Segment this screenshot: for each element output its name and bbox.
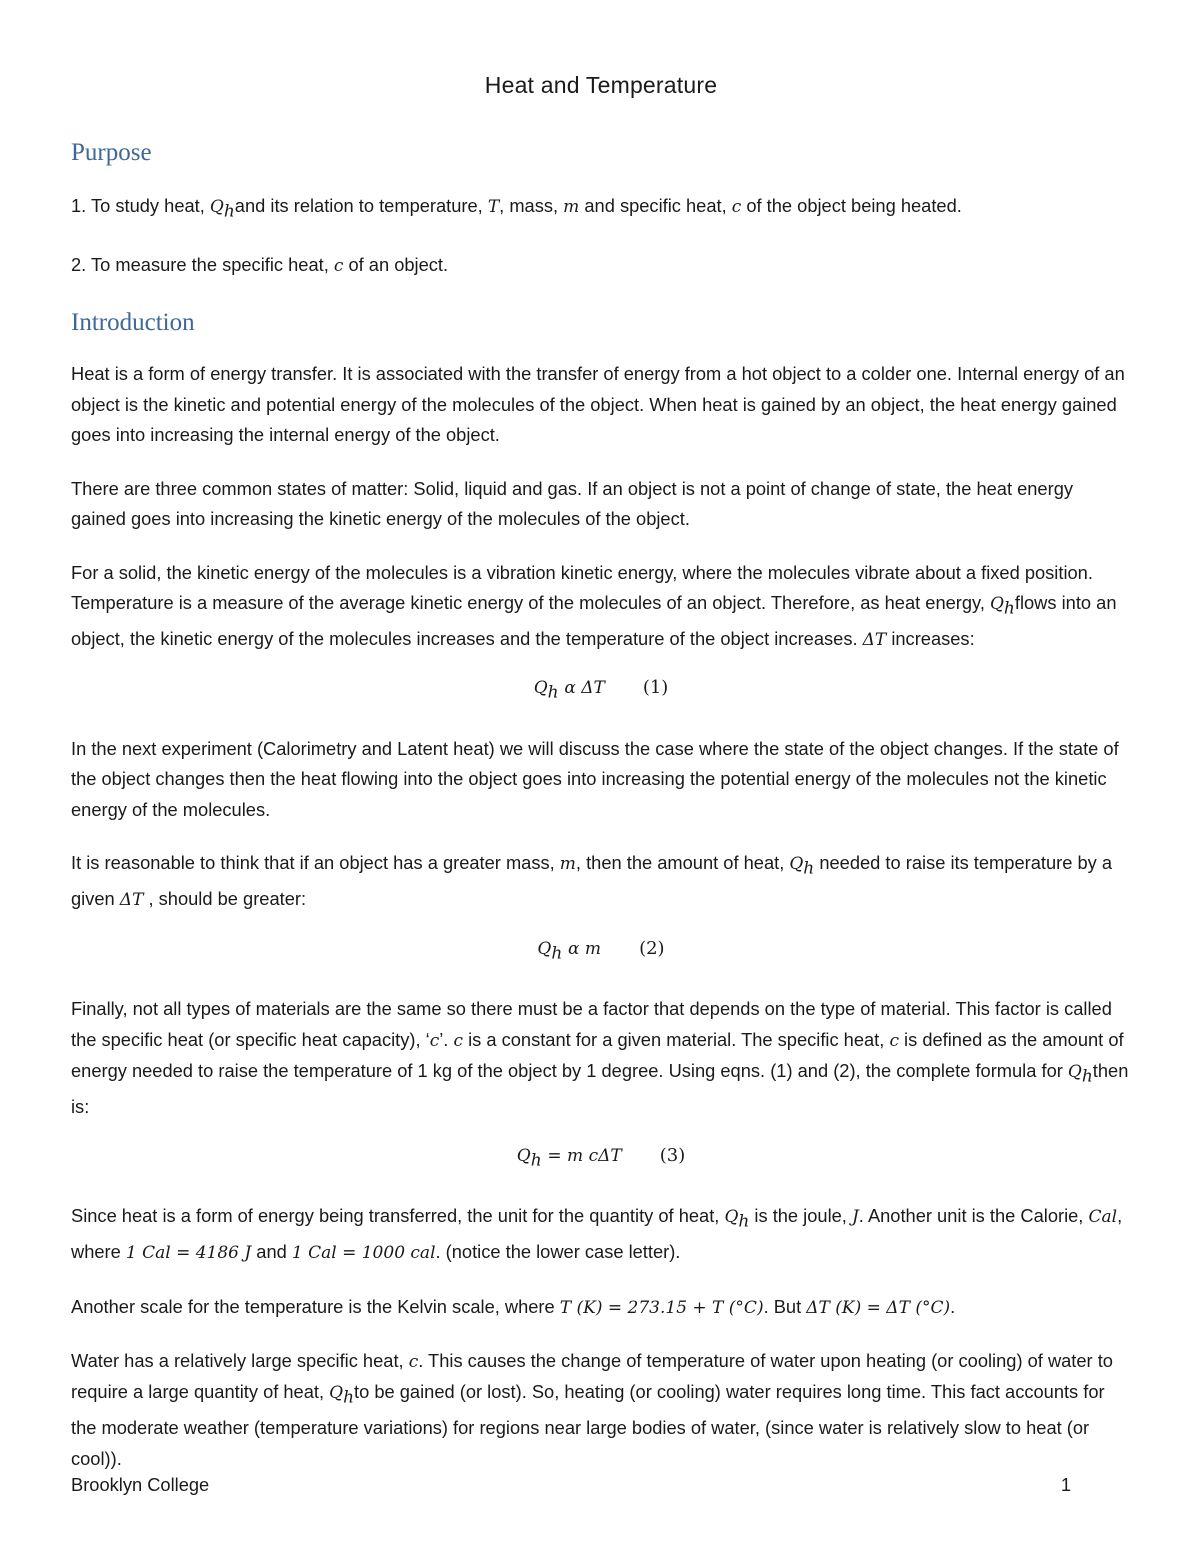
paragraph-heat-units: Since heat is a form of energy being transferred, the unit for the quantity of heat, $Q_h$ is the joule, J. Another unit is the Calorie, Cal, where 1 Cal = 4186 J and 1 Cal = 1000 cal. (notice the lower case letter). (71, 1205, 1123, 1264)
footer-institution: Brooklyn College (71, 1474, 210, 1495)
page-number: 1 (1060, 1474, 1071, 1495)
equation-1: $Q_h$ α ΔT (1) (533, 677, 669, 703)
document-body (71, 72, 1131, 1497)
introduction-heading: Introduction (71, 309, 195, 337)
page-title: Heat and Temperature (484, 72, 718, 98)
equation-3: $Q_h = m$ cΔT (3) (516, 1144, 686, 1171)
paragraph-states-of-matter: There are three common states of matter: Solid, liquid and gas. If an object is not a point of change of state, the heat energy gained goes into increasing the kinetic energy of the molecules of the object. (71, 477, 1073, 530)
paragraph-water-specific-heat: Water has a relatively large specific heat, c. This causes the change of temperature of water upon heating (or cooling) of water to require a large quantity of heat, $Q_hto$ be gained (or lost). So, heating (or cooling) water requires long time. This fact accounts for the moderate weather (temperature variations) for regions near large bodies of water, (since water is relatively slow to heat (or cool)). (71, 1350, 1113, 1469)
page-footer (71, 1474, 1071, 1496)
purpose-item-1: 1. To study heat, $Q_hand$ its relation to temperature, T, mass, m and specific heat, c of the object being heated. (71, 195, 962, 222)
paragraph-mass-relation: It is reasonable to think that if an object has a greater mass, m, then the amount of heat, $Q_h$ needed to raise its temperature by a given ΔT , should be greater: (71, 852, 1112, 911)
equation-2: $Q_h$ α m (2) (537, 937, 665, 964)
purpose-item-2: 2. To measure the specific heat, c of an object. (71, 254, 449, 277)
paragraph-heat-definition: Heat is a form of energy transfer. It is associated with the transfer of energy from a hot object to a colder one. Internal energy of an object is the kinetic and potential energy of the molecules of the object. When heat is gained by an object, the heat energy gained goes into increasing the internal energy of the object. (71, 363, 1125, 446)
paragraph-kelvin-scale: Another scale for the temperature is the Kelvin scale, where T (K) = 273.15 + T (°C). But ΔT (K) = ΔT (°C). (71, 1295, 956, 1318)
paragraph-solid-kinetic: For a solid, the kinetic energy of the molecules is a vibration kinetic energy, where the molecules vibrate about a fixed position. Temperature is a measure of the average kinetic energy of the molecules of an object. Therefore, as heat energy, $Q_hflows$ into an object, the kinetic energy of the molecules increases and the temperature of the object increases. ΔT increases: (71, 561, 1117, 650)
paragraph-next-experiment: In the next experiment (Calorimetry and Latent heat) we will discuss the case where the state of the object changes. If the state of the object changes then the heat flowing into the object goes into increasing the potential energy of the molecules not the kinetic energy of the molecules. (71, 737, 1119, 820)
paragraph-specific-heat: Finally, not all types of materials are the same so there must be a factor that depends on the type of material. This factor is called the specific heat (or specific heat capacity), ‘c’. c is a constant for a given material. The specific heat, c is defined as the amount of energy needed to raise the temperature of 1 kg of the object by 1 degree. Using eqns. (1) and (2), the complete formula for $Q_hthen$ is: (71, 998, 1129, 1118)
purpose-heading: Purpose (71, 139, 152, 166)
